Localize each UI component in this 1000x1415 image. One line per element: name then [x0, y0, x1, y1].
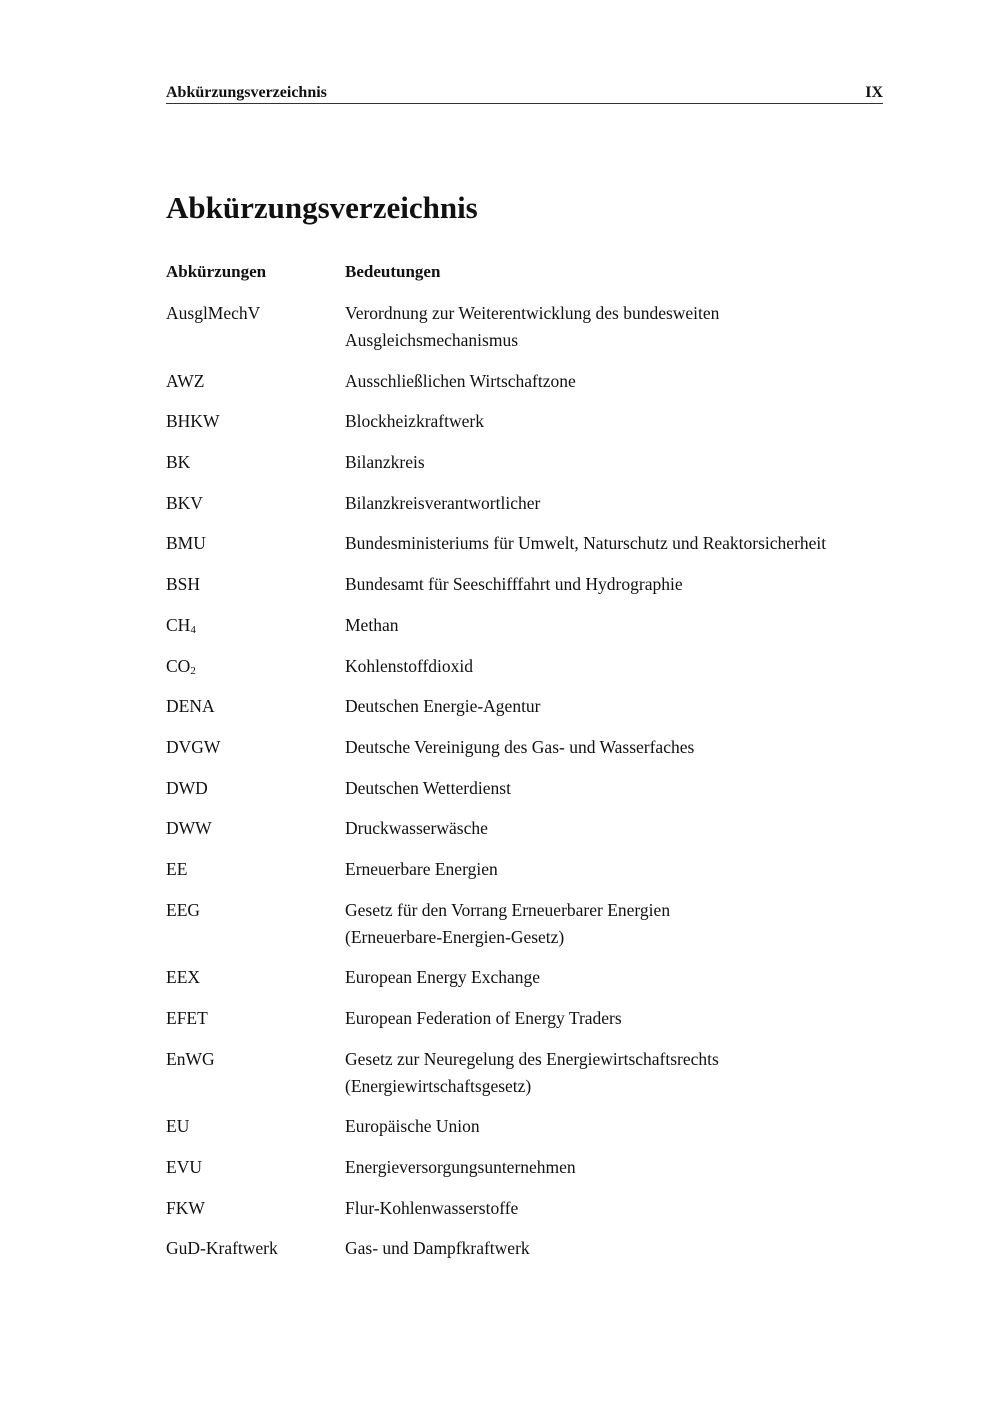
meaning — [345, 815, 883, 842]
abbreviation — [166, 1005, 345, 1032]
table-row — [166, 1235, 883, 1262]
table-row — [166, 300, 883, 354]
header-meanings: Bedeutungen — [345, 262, 441, 281]
meaning-line: Erneuerbare Energien — [345, 858, 498, 879]
abbreviation-text: EVU — [166, 1157, 202, 1178]
abbreviation — [166, 1154, 345, 1181]
running-head-title: Abkürzungsverzeichnis — [166, 84, 327, 101]
meaning-line: Ausgleichsmechanismus — [345, 330, 519, 350]
abbreviation-text: BHKW — [166, 411, 220, 432]
abbreviation-text: EE — [166, 858, 188, 879]
table-row — [166, 964, 883, 991]
abbreviation-text: AusglMechV — [166, 303, 261, 323]
meaning-line: Bundesamt für Seeschifffahrt und Hydrographie — [345, 574, 683, 595]
abbreviation-text: EU — [166, 1116, 190, 1137]
meaning-line: Bilanzkreis — [345, 452, 425, 473]
abbreviation — [166, 612, 345, 639]
meaning-line: Gesetz zur Neuregelung des Energiewirtschaftsrechts — [345, 1048, 719, 1069]
abbreviation — [166, 530, 345, 557]
table-row — [166, 856, 883, 883]
abbreviation-text: EFET — [166, 1008, 208, 1028]
meaning — [345, 1005, 883, 1032]
abbreviation-subscript: 2 — [190, 664, 196, 677]
abbreviation-text: EEG — [166, 899, 201, 920]
abbreviation — [166, 300, 345, 327]
abbreviation — [166, 490, 345, 517]
meaning — [345, 612, 883, 639]
table-row — [166, 897, 883, 951]
meaning — [345, 1195, 883, 1222]
abbreviation-text: BKV — [166, 492, 203, 513]
meaning — [345, 1113, 883, 1140]
abbreviation-text: DWD — [166, 777, 208, 798]
meaning — [345, 775, 883, 802]
abbreviation — [166, 368, 345, 395]
meaning-line: Deutsche Vereinigung des Gas- und Wasserfaches — [345, 736, 695, 757]
abbreviation-text: BSH — [166, 574, 201, 595]
table-row — [166, 1005, 883, 1032]
meaning — [345, 1046, 883, 1100]
abbreviation-text: AWZ — [166, 370, 205, 391]
table-row — [166, 1154, 883, 1181]
abbreviation — [166, 571, 345, 598]
abbreviation-text: DENA — [166, 696, 215, 717]
meaning-line: Deutschen Energie-Agentur — [345, 696, 541, 717]
chapter-title: Abkürzungsverzeichnis — [166, 190, 478, 225]
meaning — [345, 530, 883, 557]
page-number: IX — [865, 84, 883, 101]
meaning — [345, 300, 883, 354]
meaning-line: Verordnung zur Weiterentwicklung des bundesweiten — [345, 303, 720, 323]
abbreviation — [166, 964, 345, 991]
table-row — [166, 612, 883, 639]
abbreviation — [166, 856, 345, 883]
meaning — [345, 571, 883, 598]
meaning — [345, 964, 883, 991]
meaning-line: European Energy Exchange — [345, 967, 541, 988]
meaning-line: European Federation of Energy Traders — [345, 1008, 622, 1028]
table-row — [166, 815, 883, 842]
meaning-line: Gesetz für den Vorrang Erneuerbarer Energien — [345, 899, 671, 920]
running-head — [166, 83, 883, 104]
table-body — [166, 300, 883, 1262]
abbreviation-text: FKW — [166, 1197, 205, 1218]
table-row — [166, 775, 883, 802]
header-abbreviations: Abkürzungen — [166, 262, 267, 281]
table-row — [166, 449, 883, 476]
abbreviation — [166, 734, 345, 761]
meaning-line: Druckwasserwäsche — [345, 818, 488, 839]
table-row — [166, 1113, 883, 1140]
abbreviation — [166, 1195, 345, 1222]
table-row — [166, 530, 883, 557]
table-row — [166, 571, 883, 598]
abbreviation-text: BK — [166, 452, 191, 473]
abbreviation-text: CO — [166, 655, 191, 676]
meaning-line: Deutschen Wetterdienst — [345, 777, 511, 798]
table-row — [166, 693, 883, 720]
meaning-line: Blockheizkraftwerk — [345, 411, 484, 432]
abbreviation — [166, 1046, 345, 1073]
table-row — [166, 1195, 883, 1222]
meaning — [345, 693, 883, 720]
table-row — [166, 490, 883, 517]
meaning — [345, 653, 883, 680]
abbreviation-subscript: 4 — [190, 623, 196, 636]
meaning-line: Bundesministeriums für Umwelt, Naturschutz und Reaktorsicherheit — [345, 533, 827, 554]
abbreviation-text: CH — [166, 614, 191, 635]
abbreviation-text: EEX — [166, 967, 201, 988]
meaning-line: Energieversorgungsunternehmen — [345, 1157, 576, 1178]
abbreviation-text: BMU — [166, 533, 206, 554]
abbreviation — [166, 1113, 345, 1140]
meaning-line: Methan — [345, 614, 399, 635]
meaning — [345, 734, 883, 761]
meaning-line: Europäische Union — [345, 1116, 480, 1137]
table-row — [166, 734, 883, 761]
abbreviation — [166, 1235, 345, 1262]
meaning — [345, 897, 883, 951]
meaning — [345, 1235, 883, 1262]
meaning — [345, 490, 883, 517]
abbreviation — [166, 897, 345, 924]
meaning — [345, 856, 883, 883]
table-row — [166, 368, 883, 395]
abbreviation — [166, 815, 345, 842]
abbreviation-text: EnWG — [166, 1048, 215, 1069]
table-row — [166, 653, 883, 680]
meaning-line: Kohlenstoffdioxid — [345, 655, 474, 676]
abbreviation-table — [166, 260, 883, 1276]
meaning-line: (Erneuerbare-Energien-Gesetz) — [345, 926, 565, 947]
meaning-line: Flur-Kohlenwasserstoffe — [345, 1197, 519, 1218]
abbreviation — [166, 653, 345, 680]
meaning — [345, 449, 883, 476]
meaning — [345, 1154, 883, 1181]
meaning-line: (Energiewirtschaftsgesetz) — [345, 1075, 532, 1096]
table-row — [166, 1046, 883, 1100]
abbreviation-text: GuD-Kraftwerk — [166, 1238, 278, 1259]
abbreviation — [166, 408, 345, 435]
abbreviation — [166, 775, 345, 802]
abbreviation — [166, 693, 345, 720]
abbreviation — [166, 449, 345, 476]
meaning — [345, 368, 883, 395]
table-header-row — [166, 260, 883, 300]
abbreviation-text: DVGW — [166, 736, 221, 757]
table-row — [166, 408, 883, 435]
meaning-line: Gas- und Dampfkraftwerk — [345, 1238, 530, 1259]
meaning-line: Bilanzkreisverantwortlicher — [345, 492, 541, 513]
meaning — [345, 408, 883, 435]
meaning-line: Ausschließlichen Wirtschaftzone — [345, 370, 576, 391]
abbreviation-text: DWW — [166, 818, 212, 839]
